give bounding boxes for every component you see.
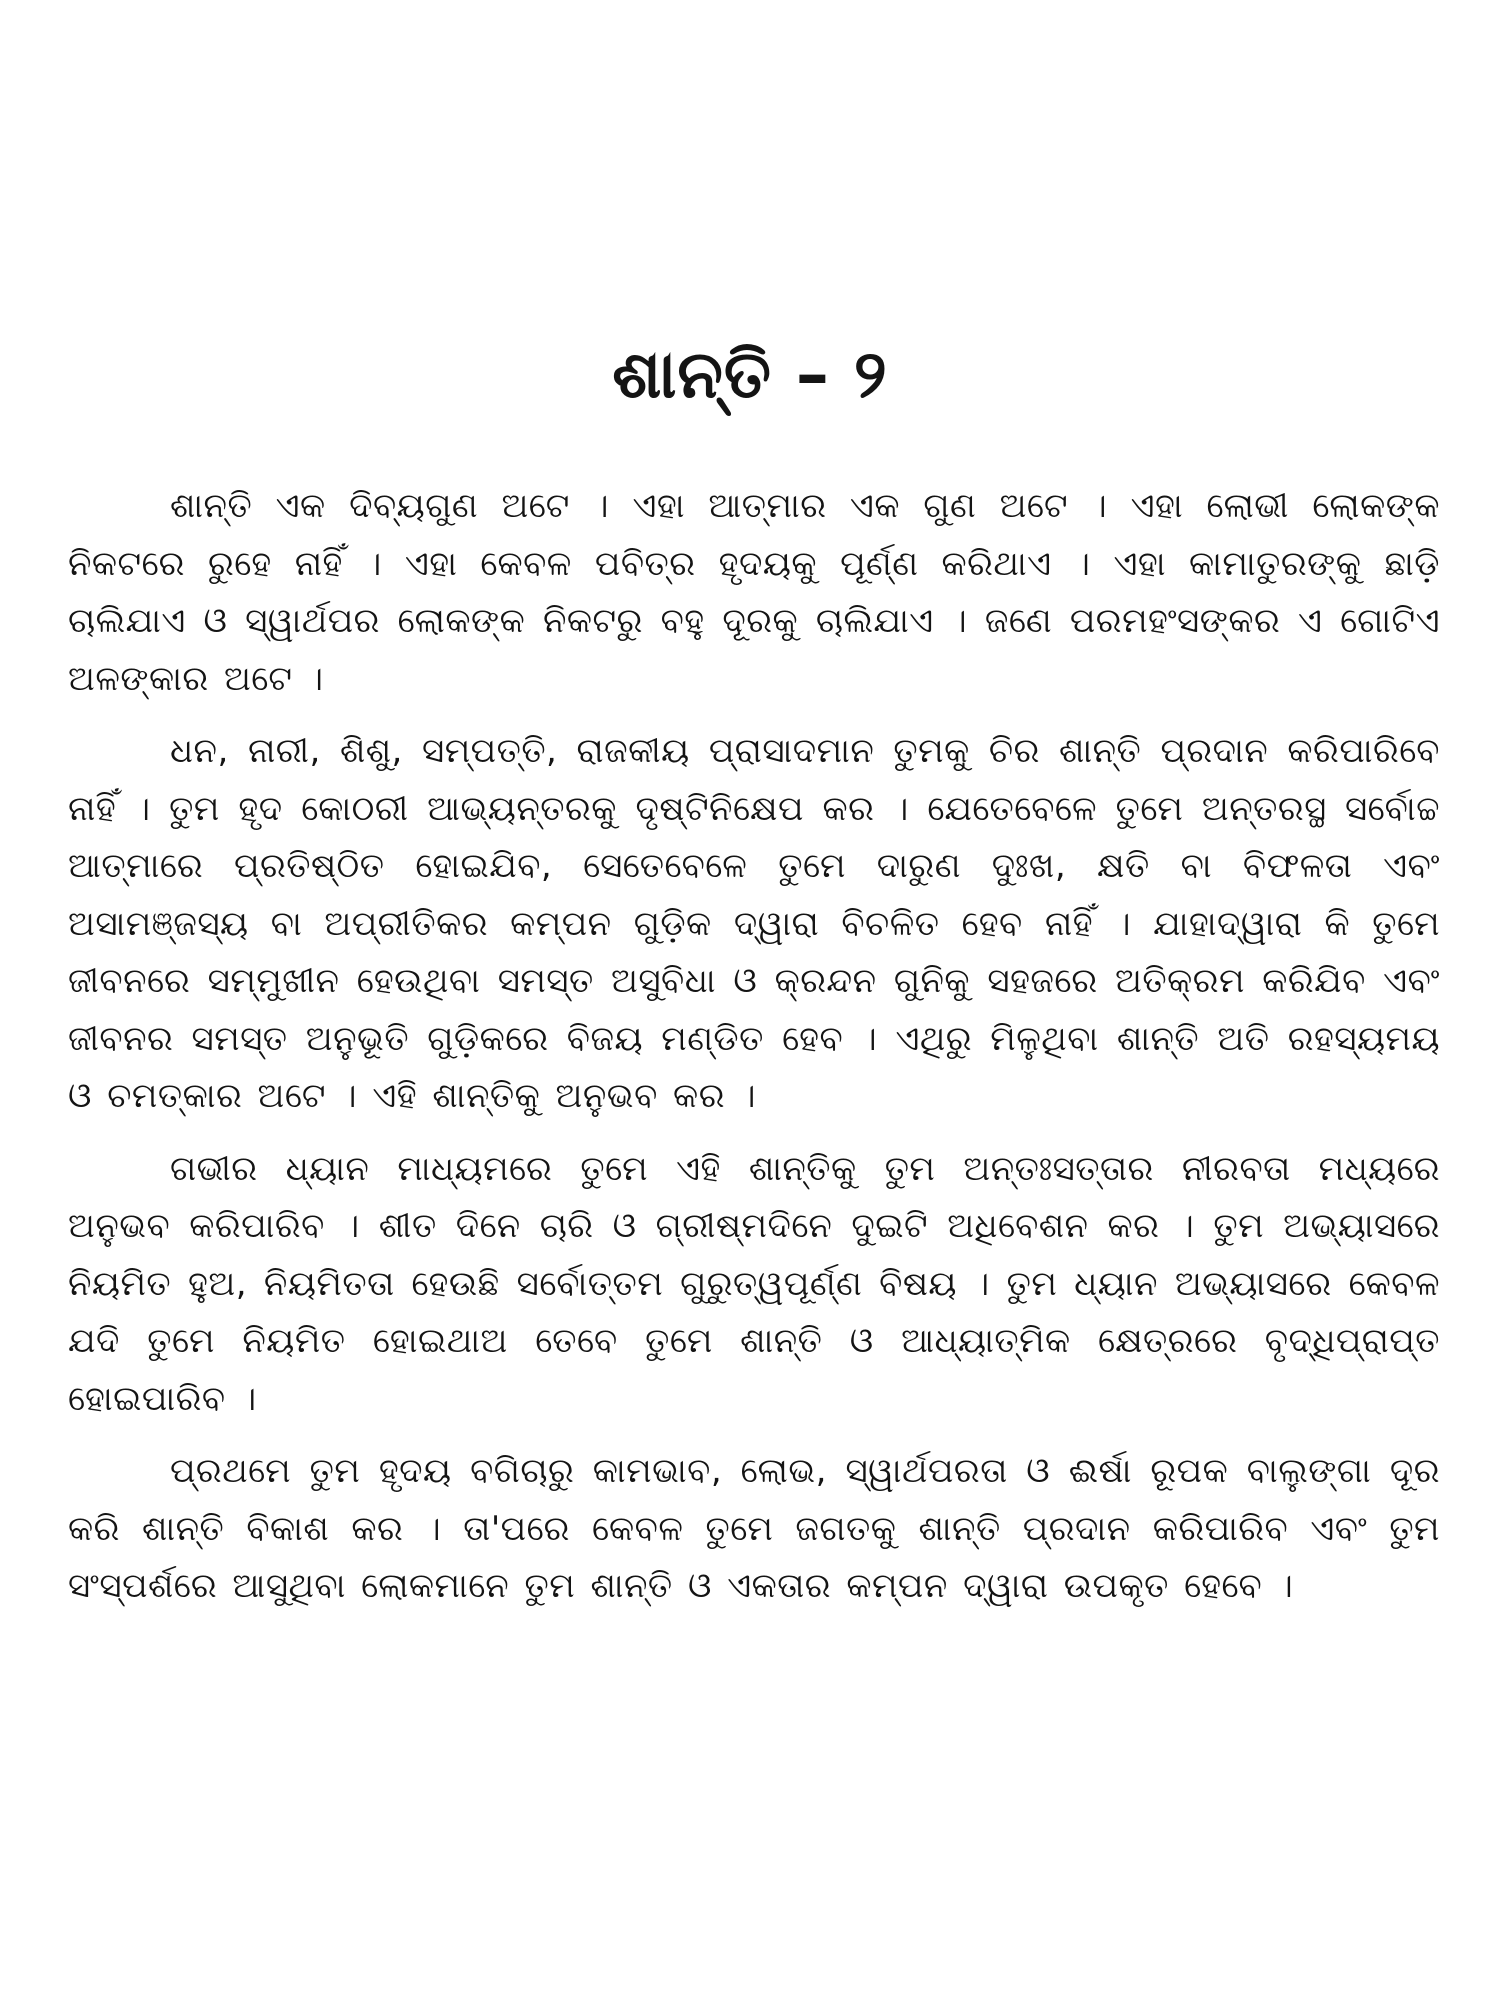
page-title: ଶାନ୍ତି – ୨ bbox=[612, 336, 888, 413]
document-body bbox=[68, 478, 1440, 1631]
paragraph-4: ପ୍ରଥମେ ତୁମ ହୃଦୟ ବଗିଚାରୁ କାମଭାବ, ଲୋଭ, ସ୍ୱାର୍ଥପରତା ଓ ଈର୍ଷା ରୂପକ ବାଲୁଙ୍ଗା ଦୂର କରି ଶାନ୍ତି ବିକାଶ କର । ତା'ପରେ କେବଳ ତୁମେ ଜଗତକୁ ଶାନ୍ତି ପ୍ରଦାନ କରିପାରିବ ଏବଂ ତୁମ ସଂସ୍ପର୍ଶରେ ଆସୁଥିବା ଲୋକମାନେ ତୁମ ଶାନ୍ତି ଓ ଏକତାର କମ୍ପନ ଦ୍ୱାରା ଉପକୃତ ହେବେ । bbox=[68, 1451, 1440, 1606]
paragraph-3: ଗଭୀର ଧ୍ୟାନ ମାଧ୍ୟମରେ ତୁମେ ଏହି ଶାନ୍ତିକୁ ତୁମ ଅନ୍ତଃସତ୍ତାର ନୀରବତା ମଧ୍ୟରେ ଅନୁଭବ କରିପାରିବ । ଶୀତ ଦିନେ ଚାରି ଓ ଗ୍ରୀଷ୍ମଦିନେ ଦୁଇଟି ଅଧିବେଶନ କର । ତୁମ ଅଭ୍ୟାସରେ ନିୟମିତ ହୁଅ, ନିୟମିତତା ହେଉଛି ସର୍ବୋତ୍ତମ ଗୁରୁତ୍ୱପୂର୍ଣ୍ଣ ବିଷୟ । ତୁମ ଧ୍ୟାନ ଅଭ୍ୟାସରେ କେବଳ ଯଦି ତୁମେ ନିୟମିତ ହୋଇଥାଅ ତେବେ ତୁମେ ଶାନ୍ତି ଓ ଆଧ୍ୟାତ୍ମିକ କ୍ଷେତ୍ରରେ ବୃଦ୍ଧିପ୍ରାପ୍ତ ହୋଇପାରିବ । bbox=[68, 1148, 1440, 1419]
paragraph-1: ଶାନ୍ତି ଏକ ଦିବ୍ୟଗୁଣ ଅଟେ । ଏହା ଆତ୍ମାର ଏକ ଗୁଣ ଅଟେ । ଏହା ଲୋଭୀ ଲୋକଙ୍କ ନିକଟରେ ରୁହେ ନାହିଁ । ଏହା କେବଳ ପବିତ୍ର ହୃଦୟକୁ ପୂର୍ଣ୍ଣ କରିଥାଏ । ଏହା କାମାତୁରଙ୍କୁ ଛାଡ଼ି ଚାଲିଯାଏ ଓ ସ୍ୱାର୍ଥପର ଲୋକଙ୍କ ନିକଟରୁ ବହୁ ଦୂରକୁ ଚାଲିଯାଏ । ଜଣେ ପରମହଂସଙ୍କର ଏ ଗୋଟିଏ ଅଳଙ୍କାର ଅଟେ । bbox=[68, 486, 1440, 699]
paragraph-2: ଧନ, ନାରୀ, ଶିଶୁ, ସମ୍ପତ୍ତି, ରାଜକୀୟ ପ୍ରାସାଦମାନ ତୁମକୁ ଚିର ଶାନ୍ତି ପ୍ରଦାନ କରିପାରିବେ ନାହିଁ । ତୁମ ହୃଦ କୋଠରୀ ଆଭ୍ୟନ୍ତରକୁ ଦୃଷ୍ଟିନିକ୍ଷେପ କର । ଯେତେବେଳେ ତୁମେ ଅନ୍ତରସ୍ଥ ସର୍ବୋଚ୍ଚ ଆତ୍ମାରେ ପ୍ରତିଷ୍ଠିତ ହୋଇଯିବ, ସେତେବେଳେ ତୁମେ ଦାରୁଣ ଦୁଃଖ, କ୍ଷତି ବା ବିଫଳତା ଏବଂ ଅସାମଞ୍ଜସ୍ୟ ବା ଅପ୍ରୀତିକର କମ୍ପନ ଗୁଡ଼ିକ ଦ୍ୱାରା ବିଚଳିତ ହେବ ନାହିଁ । ଯାହାଦ୍ୱାରା କି ତୁମେ ଜୀବନରେ ସମ୍ମୁଖୀନ ହେଉଥିବା ସମସ୍ତ ଅସୁବିଧା ଓ କ୍ରନ୍ଦନ ଗୁନିକୁ ସହଜରେ ଅତିକ୍ରମ କରିଯିବ ଏବଂ ଜୀବନର ସମସ୍ତ ଅନୁଭୂତି ଗୁଡ଼ିକରେ ବିଜୟ ମଣ୍ଡିତ ହେବ । ଏଥିରୁ ମିଳୁଥିବା ଶାନ୍ତି ଅତି ରହସ୍ୟମୟ ଓ ଚମତ୍କାର ଅଟେ । ଏହି ଶାନ୍ତିକୁ ଅନୁଭବ କର । bbox=[68, 731, 1440, 1116]
